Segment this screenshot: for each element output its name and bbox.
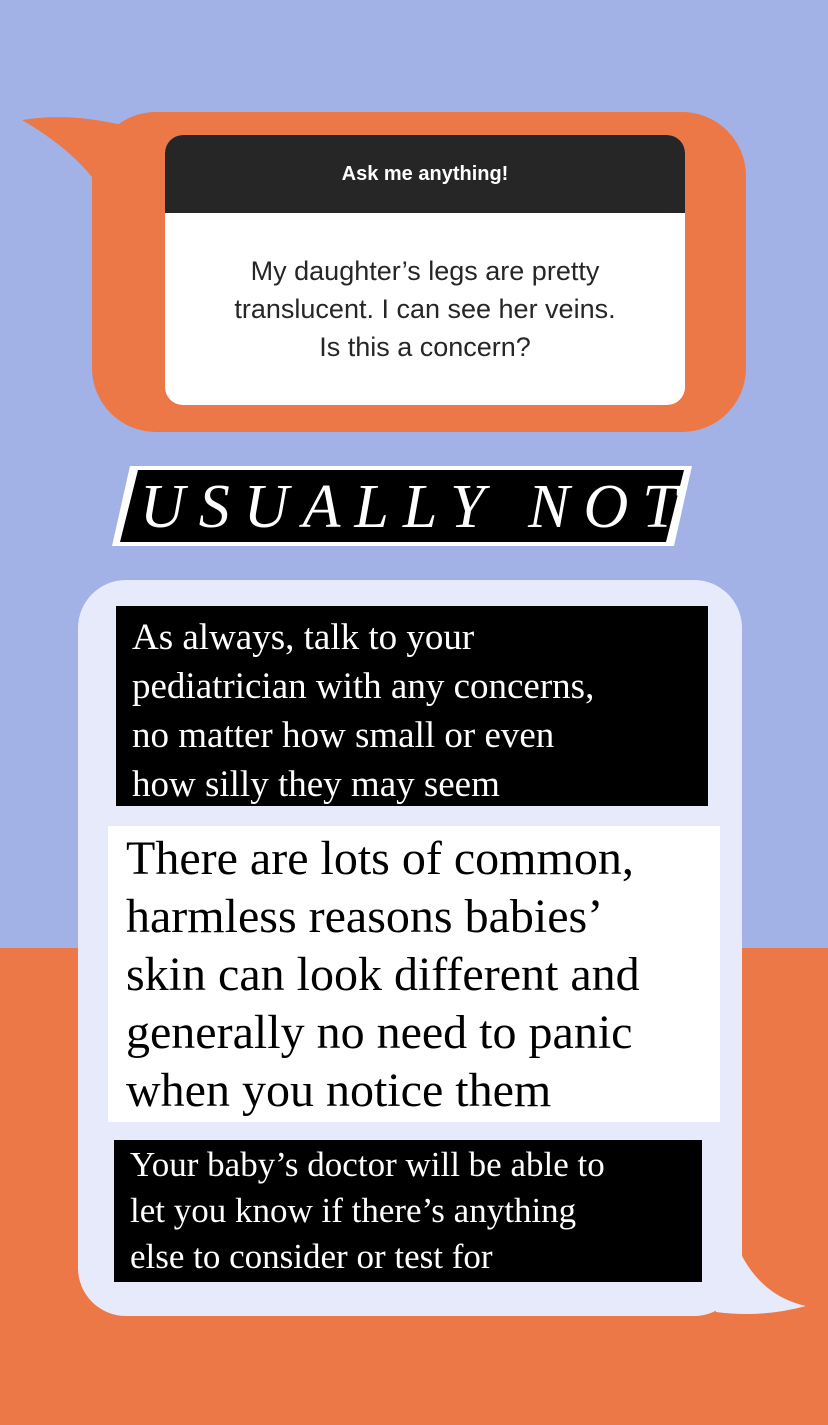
answer-block-doctor bbox=[114, 1140, 702, 1282]
answer-line: let you know if there’s anything bbox=[130, 1191, 577, 1230]
answer-line: else to consider or test for bbox=[130, 1237, 493, 1276]
answer-line: harmless reasons babies’ bbox=[126, 890, 604, 943]
answer-line: As always, talk to your bbox=[132, 617, 475, 658]
answer-line: skin can look different and bbox=[126, 948, 640, 1001]
answer-line: generally no need to panic bbox=[126, 1006, 633, 1059]
answer-line: There are lots of common, bbox=[126, 832, 634, 885]
answer-line: how silly they may seem bbox=[132, 764, 500, 805]
question-line: My daughter’s legs are pretty bbox=[250, 256, 600, 286]
answer-block-advice bbox=[116, 606, 708, 806]
question-line: translucent. I can see her veins. bbox=[234, 294, 616, 324]
question-line: Is this a concern? bbox=[319, 332, 531, 362]
question-sticker bbox=[165, 135, 685, 405]
answer-line: Your baby’s doctor will be able to bbox=[130, 1145, 605, 1184]
answer-line: no matter how small or even bbox=[132, 715, 555, 756]
answer-line: pediatrician with any concerns, bbox=[132, 666, 595, 707]
question-text bbox=[195, 252, 655, 366]
question-sticker-title: Ask me anything! bbox=[165, 135, 685, 213]
headline-text: USUALLY NOT bbox=[140, 473, 691, 541]
answer-line: when you notice them bbox=[126, 1064, 552, 1117]
answer-block-reassurance bbox=[108, 826, 720, 1122]
question-sticker-body bbox=[165, 213, 685, 405]
